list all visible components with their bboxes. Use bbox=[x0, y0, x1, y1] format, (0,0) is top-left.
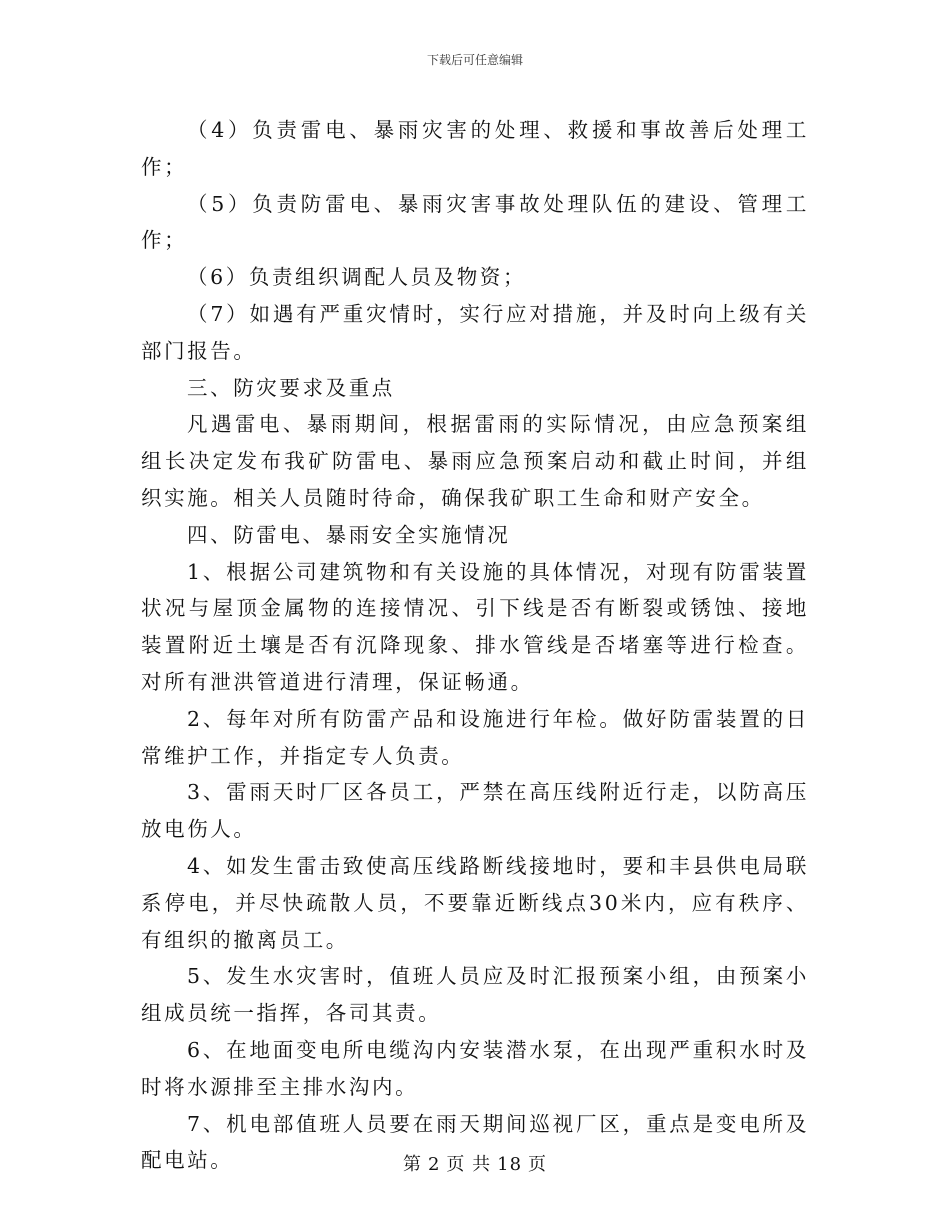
total-page-count: 18 bbox=[497, 1154, 523, 1175]
footer-prefix: 第 bbox=[402, 1154, 422, 1175]
page-header bbox=[0, 52, 950, 68]
footer-suffix: 页 bbox=[528, 1154, 548, 1175]
paragraph-measure-1: 1、根据公司建筑物和有关设施的具体情况，对现有防雷装置状况与屋顶金属物的连接情况、引下线是否有断裂或锈蚀、接地装置附近土壤是否有沉降现象、排水管线是否堵塞等进行检查。对所有泄洪管道进行清理，保证畅通。 bbox=[141, 559, 809, 694]
header-note: 下载后可任意编辑 bbox=[426, 53, 523, 67]
section-heading-4: 四、防雷电、暴雨安全实施情况 bbox=[187, 522, 511, 547]
current-page-number: 2 bbox=[427, 1154, 441, 1175]
paragraph-duty-6: （6）负责组织调配人员及物资； bbox=[187, 265, 527, 290]
paragraph-measure-5: 5、发生水灾害时，值班人员应及时汇报预案小组，由预案小组成员统一指挥，各司其责。 bbox=[141, 964, 809, 1026]
section-heading-3: 三、防灾要求及重点 bbox=[187, 375, 395, 400]
footer-middle: 页 共 bbox=[446, 1154, 492, 1175]
paragraph-measure-3: 3、雷雨天时厂区各员工，严禁在高压线附近行走，以防高压放电伤人。 bbox=[141, 780, 809, 842]
paragraph-duty-4: （4）负责雷电、暴雨灾害的处理、救援和事故善后处理工作； bbox=[141, 118, 809, 179]
paragraph-measure-6: 6、在地面变电所电缆沟内安装潜水泵，在出现严重积水时及时将水源排至主排水沟内。 bbox=[141, 1037, 809, 1099]
paragraph-duty-7: （7）如遇有严重灾情时，实行应对措施，并及时向上级有关部门报告。 bbox=[141, 301, 809, 363]
paragraph-measure-2: 2、每年对所有防雷产品和设施进行年检。做好防雷装置的日常维护工作，并指定专人负责。 bbox=[141, 706, 809, 768]
document-body bbox=[141, 112, 809, 1179]
paragraph-requirements: 凡遇雷电、暴雨期间，根据雷雨的实际情况，由应急预案组组长决定发布我矿防雷电、暴雨应急预案启动和截止时间，并组织实施。相关人员随时待命，确保我矿职工生命和财产安全。 bbox=[141, 412, 809, 510]
paragraph-duty-5: （5）负责防雷电、暴雨灾害事故处理队伍的建设、管理工作； bbox=[141, 191, 809, 253]
page-footer bbox=[0, 1153, 950, 1177]
paragraph-measure-7: 7、机电部值班人员要在雨天期间巡视厂区，重点是变电所及配电站。 bbox=[141, 1111, 809, 1173]
paragraph-measure-4: 4、如发生雷击致使高压线路断线接地时，要和丰县供电局联系停电，并尽快疏散人员，不要靠近断线点30米内，应有秩序、有组织的撤离员工。 bbox=[141, 853, 809, 952]
